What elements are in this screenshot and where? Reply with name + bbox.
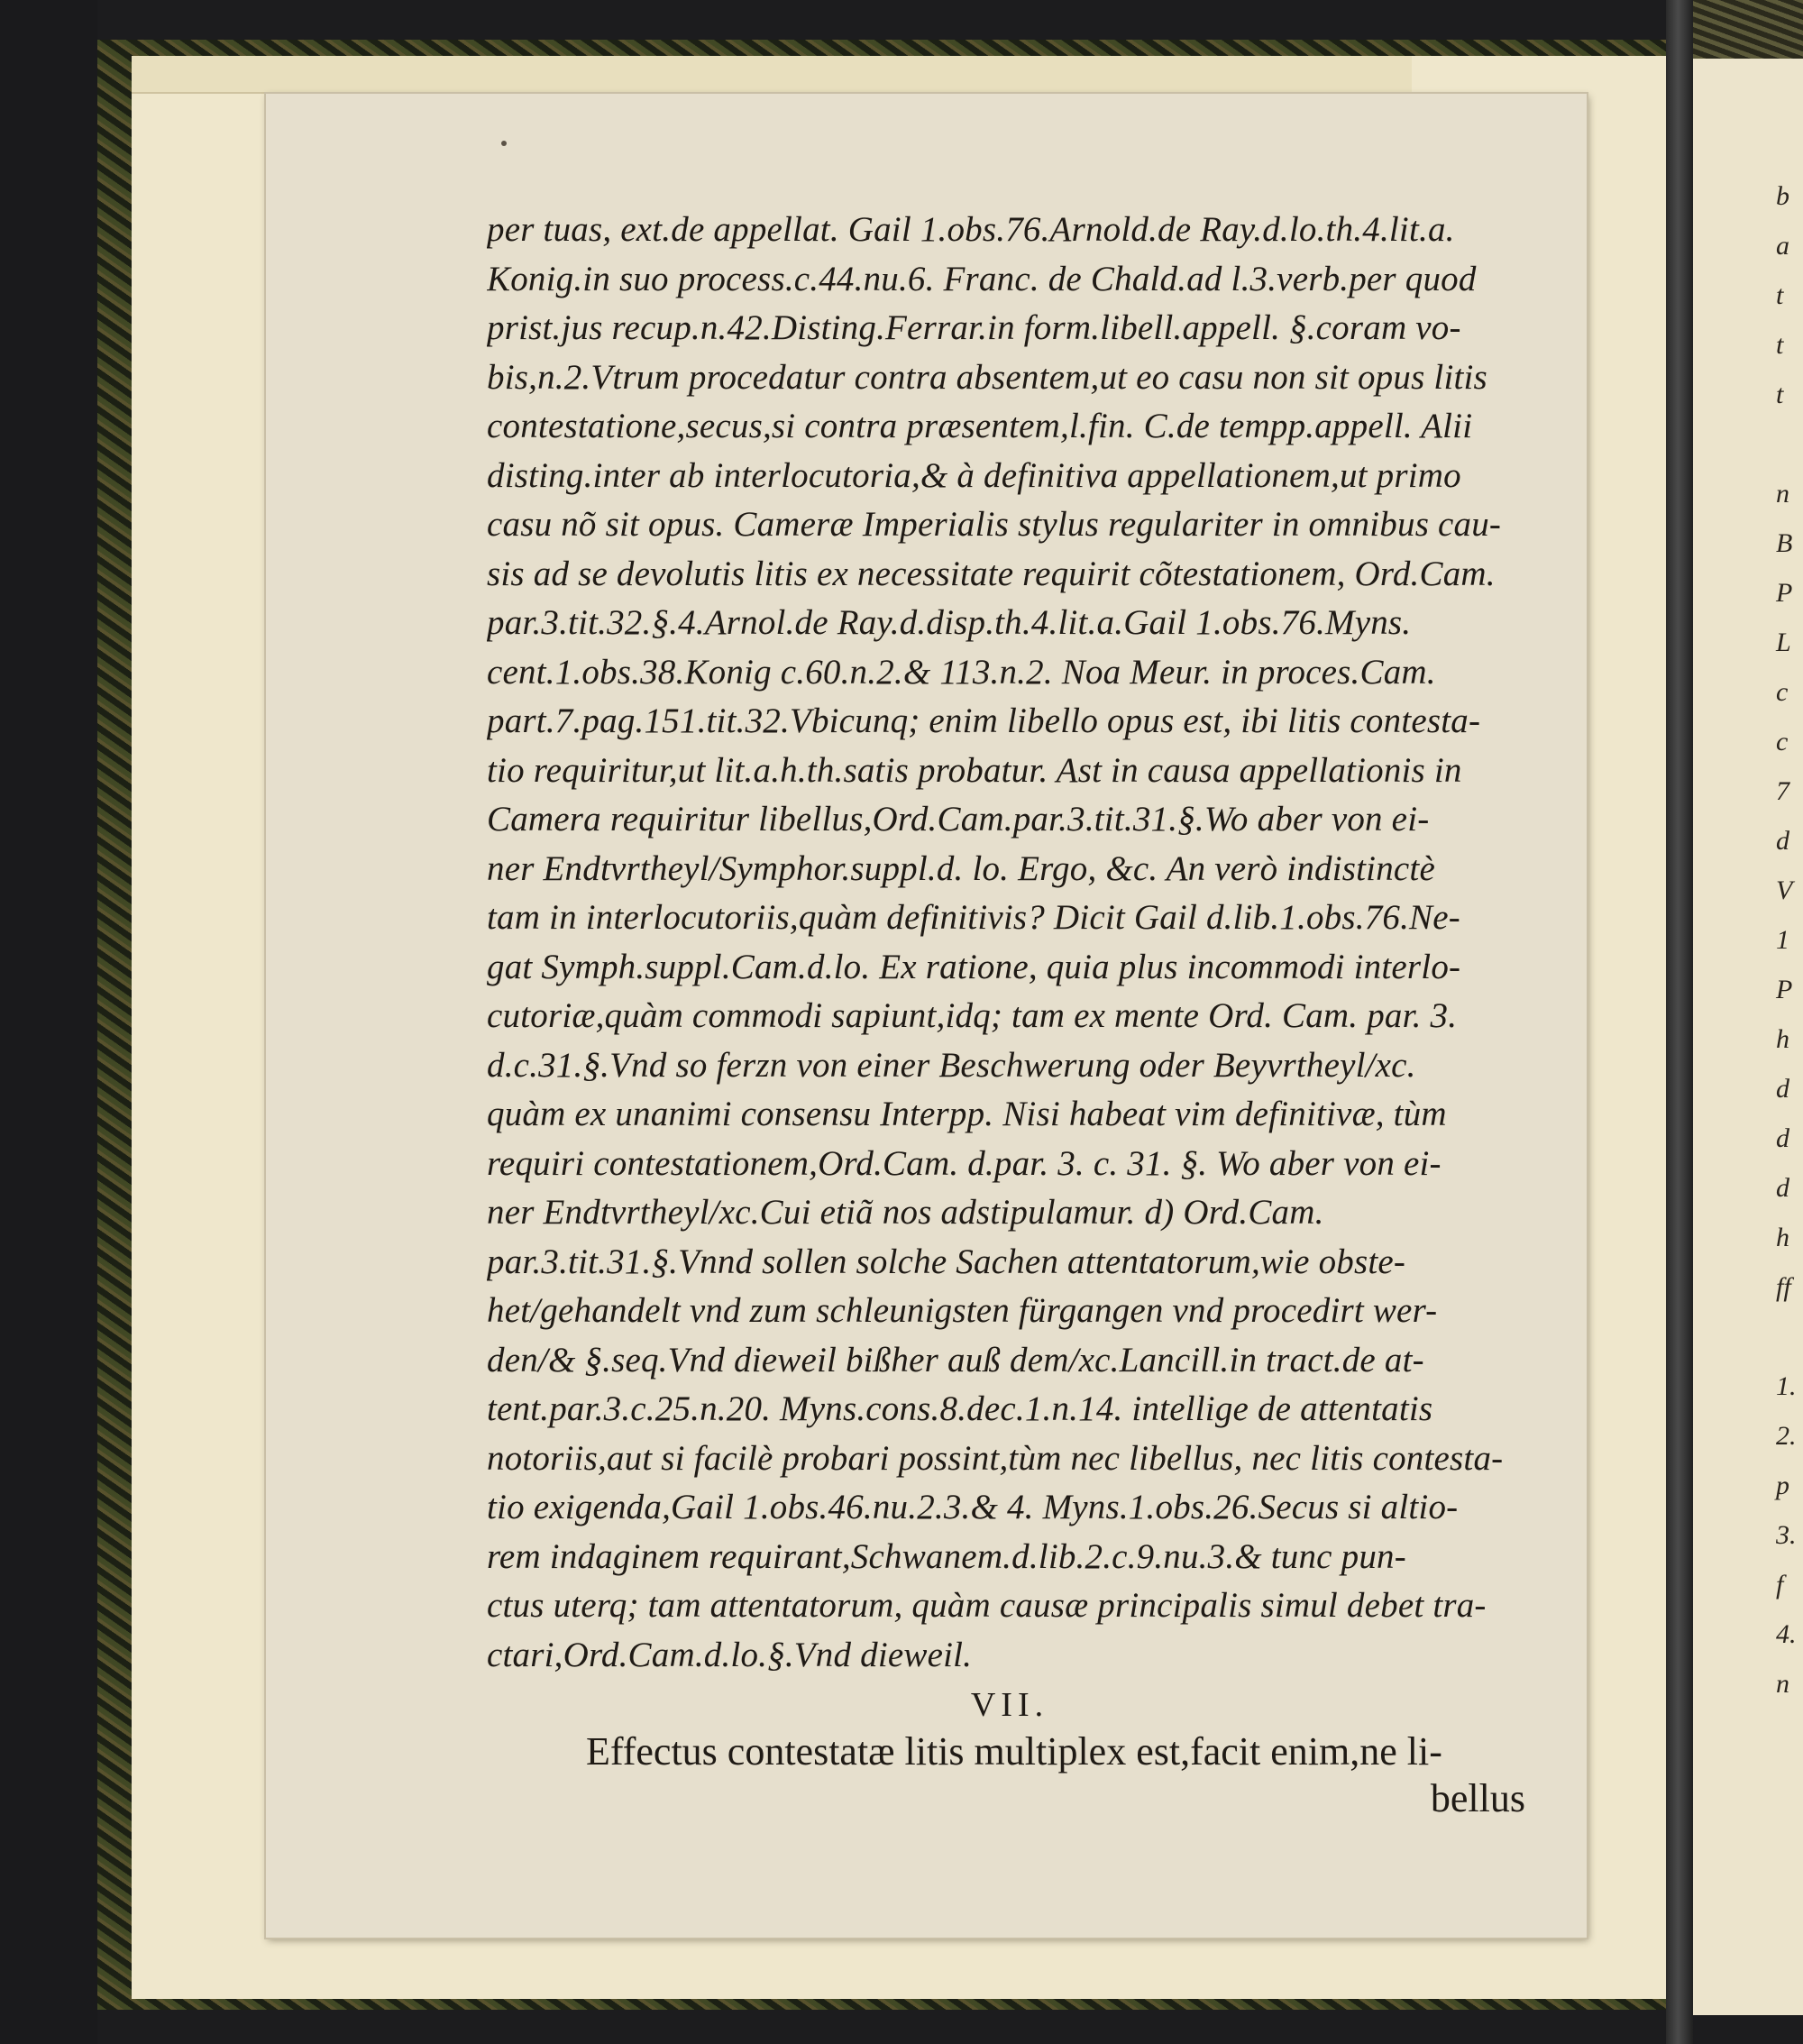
right-fragment: n	[1776, 1669, 1789, 1699]
right-board-edge	[1693, 0, 1803, 59]
right-fragment	[1776, 419, 1803, 469]
section-heading: VII.	[970, 1686, 1049, 1724]
text-line: d.c.31.§.Vnd so ferzn von einer Beschwerung oder Beyvrtheyl/xc.	[487, 1045, 1416, 1085]
text-line: sis ad se devolutis litis ex necessitate requirit cõtestationem, Ord.Cam.	[487, 554, 1496, 593]
right-fragment: d	[1776, 826, 1789, 856]
text-line: part.7.pag.151.tit.32.Vbicunq; enim libello opus est, ibi litis contesta-	[487, 701, 1481, 740]
right-fragment: P	[1776, 975, 1793, 1004]
text-line: ner Endtvrtheyl/Symphor.suppl.d. lo. Ergo, &c. An verò indistinctè	[487, 848, 1435, 888]
right-fragment: p	[1776, 1471, 1789, 1500]
right-fragment: t	[1776, 380, 1784, 409]
text-line: tio exigenda,Gail 1.obs.46.nu.2.3.& 4. Myns.1.obs.26.Secus si altio-	[487, 1488, 1459, 1526]
text-line: rem indaginem requirant,Schwanem.d.lib.2.c.9.nu.3.& tunc pun-	[487, 1536, 1406, 1576]
text-line: notoriis,aut si facilè probari possint,tùm nec libellus, nec litis contesta-	[487, 1438, 1504, 1478]
right-fragment: h	[1776, 1024, 1789, 1054]
right-fragment: c	[1776, 677, 1789, 707]
text-line: contestatione,secus,si contra præsentem,l.fin. C.de tempp.appell. Alii	[487, 407, 1473, 445]
right-fragment: P	[1776, 578, 1793, 608]
text-line: gat Symph.suppl.Cam.d.lo. Ex ratione, quia plus incommodi interlo-	[487, 947, 1461, 986]
right-fragment: ff	[1776, 1272, 1791, 1302]
right-fragment: V	[1776, 875, 1793, 905]
text-line: par.3.tit.32.§.4.Arnol.de Ray.d.disp.th.4.lit.a.Gail 1.obs.76.Myns.	[487, 603, 1412, 642]
right-fragment: n	[1776, 479, 1789, 509]
right-fragment: d	[1776, 1123, 1789, 1153]
right-fragment: 3.	[1776, 1520, 1797, 1550]
right-fragment: d	[1776, 1173, 1789, 1203]
text-line: disting.inter ab interlocutoria,& à definitiva appellationem,ut primo	[487, 455, 1461, 495]
text-line: bis,n.2.Vtrum procedatur contra absentem,ut eo casu non sit opus litis	[487, 357, 1487, 397]
right-fragment	[1776, 1312, 1803, 1361]
right-fragment: t	[1776, 330, 1784, 360]
right-fragment: 2.	[1776, 1421, 1797, 1451]
right-fragment: B	[1776, 528, 1793, 558]
right-fragment: h	[1776, 1223, 1789, 1252]
right-fragment: 1	[1776, 925, 1789, 955]
pastedown-fold	[132, 56, 1412, 94]
text-line: casu nõ sit opus. Cameræ Imperialis stylus regulariter in omnibus cau-	[487, 505, 1502, 544]
text-line: tam in interlocutoriis,quàm definitivis? Dicit Gail d.lib.1.obs.76.Ne-	[487, 898, 1460, 937]
text-line: Konig.in suo process.c.44.nu.6. Franc. de Chald.ad l.3.verb.per quod	[487, 259, 1477, 298]
book-spine	[1666, 0, 1693, 2044]
right-fragment: f	[1776, 1570, 1784, 1599]
text-line: cutoriæ,quàm commodi sapiunt,idq; tam ex mente Ord. Cam. par. 3.	[487, 996, 1458, 1035]
right-fragment: 4.	[1776, 1619, 1797, 1649]
text-line: cent.1.obs.38.Konig c.60.n.2.& 113.n.2. Noa Meur. in proces.Cam.	[487, 652, 1436, 692]
right-fragment: t	[1776, 280, 1784, 310]
right-margin-text	[1776, 171, 1803, 1709]
body-text-line: Effectus contestatæ litis multiplex est,facit enim,ne li-	[586, 1729, 1442, 1774]
left-gutter	[0, 0, 97, 2044]
right-fragment: 1.	[1776, 1371, 1797, 1401]
text-line: het/gehandelt vnd zum schleunigsten fürgangen vnd procedirt wer-	[487, 1291, 1438, 1330]
text-line: par.3.tit.31.§.Vnnd sollen solche Sachen attentatorum,wie obste-	[487, 1242, 1406, 1281]
catchword: bellus	[1430, 1776, 1525, 1820]
main-text-block	[487, 206, 1533, 1822]
text-line: quàm ex unanimi consensu Interpp. Nisi habeat vim definitivæ, tùm	[487, 1095, 1447, 1133]
text-line: ctari,Ord.Cam.d.lo.§.Vnd dieweil.	[487, 1635, 973, 1674]
text-line: requiri contestationem,Ord.Cam. d.par. 3. c. 31. §. Wo aber von ei-	[487, 1143, 1441, 1183]
ink-speck	[501, 141, 507, 146]
right-fragment: L	[1776, 628, 1791, 657]
right-fragment: c	[1776, 727, 1789, 756]
text-line: per tuas, ext.de appellat. Gail 1.obs.76.Arnold.de Ray.d.lo.th.4.lit.a.	[487, 210, 1455, 249]
text-line: prist.jus recup.n.42.Disting.Ferrar.in form.libell.appell. §.coram vo-	[487, 308, 1461, 347]
text-line: ctus uterq; tam attentatorum, quàm causæ principalis simul debet tra-	[487, 1586, 1487, 1625]
text-line: tent.par.3.c.25.n.20. Myns.cons.8.dec.1.n.14. intellige de attentatis	[487, 1389, 1433, 1428]
right-fragment: d	[1776, 1074, 1789, 1104]
right-fragment: b	[1776, 181, 1789, 211]
right-fragment: a	[1776, 231, 1789, 261]
text-line: ner Endtvrtheyl/xc.Cui etiã nos adstipulamur. d) Ord.Cam.	[487, 1193, 1324, 1232]
text-line: Camera requiritur libellus,Ord.Cam.par.3.tit.31.§.Wo aber von ei-	[487, 800, 1430, 839]
right-fragment: 7	[1776, 776, 1789, 806]
text-line: den/& §.seq.Vnd dieweil bißher auß dem/xc.Lancill.in tract.de at-	[487, 1340, 1424, 1379]
text-line: tio requiritur,ut lit.a.h.th.satis probatur. Ast in causa appellationis in	[487, 750, 1462, 790]
